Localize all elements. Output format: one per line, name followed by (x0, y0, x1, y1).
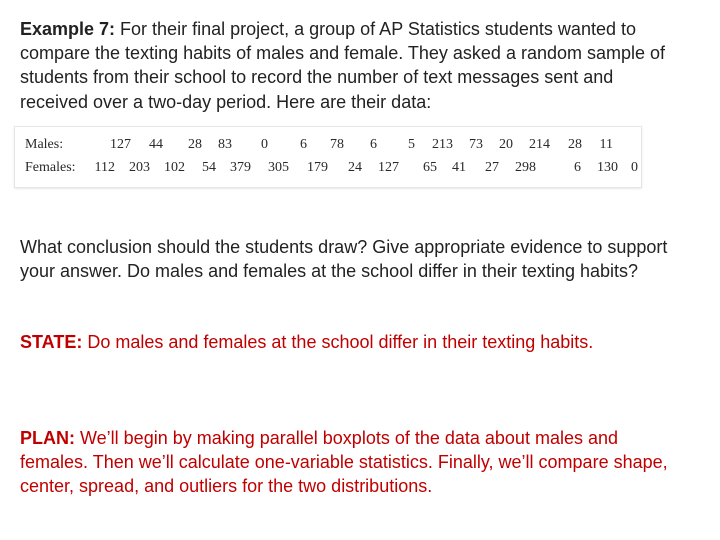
female-value: 127 (378, 160, 399, 175)
state-text: Do males and females at the school differ in their texting habits. (82, 332, 594, 352)
female-value: 102 (164, 160, 185, 175)
state-section (20, 330, 680, 354)
males-row (15, 137, 641, 157)
female-value: 27 (485, 160, 499, 175)
male-value: 127 (110, 137, 131, 152)
female-value: 54 (202, 160, 216, 175)
female-value: 6 (574, 160, 581, 175)
females-label: Females: (25, 160, 76, 175)
females-row (15, 160, 641, 180)
female-value: 179 (307, 160, 328, 175)
male-value: 73 (469, 137, 483, 152)
male-value: 11 (599, 137, 613, 152)
male-value: 28 (188, 137, 202, 152)
plan-text: We’ll begin by making parallel boxplots of the data about males and females. Then we’ll calculate one-variable statistics. Finally, we’ll compare shape, center, spread, and outliers for the two distributions. (20, 428, 668, 496)
female-value: 41 (452, 160, 466, 175)
state-label: STATE: (20, 332, 83, 352)
example-intro (20, 17, 680, 129)
female-value: 203 (129, 160, 150, 175)
plan-label: PLAN: (20, 428, 75, 448)
male-value: 214 (529, 137, 550, 152)
male-value: 28 (568, 137, 582, 152)
female-value: 65 (423, 160, 437, 175)
female-value: 24 (348, 160, 362, 175)
female-value: 298 (515, 160, 536, 175)
male-value: 20 (499, 137, 513, 152)
female-value: 305 (268, 160, 289, 175)
male-value: 44 (149, 137, 163, 152)
male-value: 6 (370, 137, 377, 152)
example-intro-text: For their final project, a group of AP Statistics students wanted to compare the texting habits of males and female. They asked a random sample of students from their school to record the number of text messages sent and received over a two-day period. Here are their data: (20, 19, 666, 112)
question-text: What conclusion should the students draw? Give appropriate evidence to support your answer. Do males and females at the school differ in their texting habits? (20, 237, 668, 281)
female-value: 130 (597, 160, 618, 175)
female-value: 379 (230, 160, 251, 175)
male-value: 83 (218, 137, 232, 152)
data-table (15, 127, 641, 187)
female-value: 0 (631, 160, 638, 175)
example-label: Example 7: (20, 19, 116, 39)
male-value: 5 (408, 137, 415, 152)
males-label: Males: (25, 137, 64, 152)
male-value: 0 (261, 137, 268, 152)
male-value: 6 (300, 137, 307, 152)
plan-section (20, 426, 680, 498)
female-value: 112 (94, 160, 115, 175)
male-value: 213 (432, 137, 453, 152)
male-value: 78 (330, 137, 344, 152)
